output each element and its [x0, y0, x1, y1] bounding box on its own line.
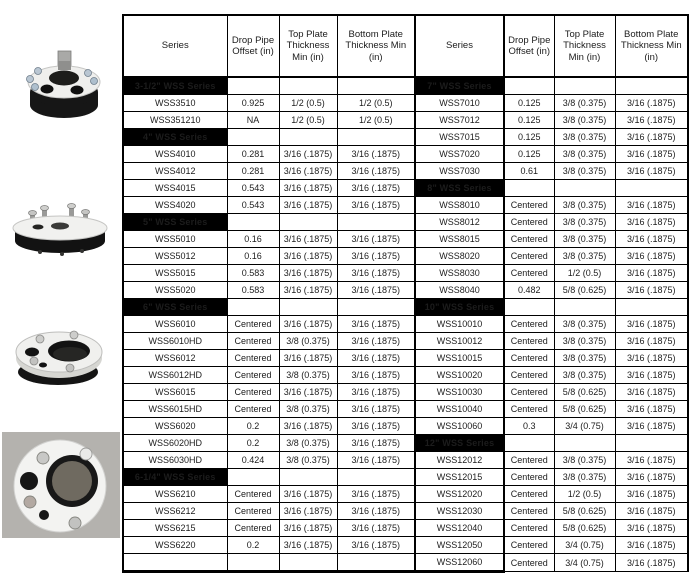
spec-cell-series: WSS10010: [415, 316, 504, 333]
table-row: [123, 180, 688, 197]
spec-cell-top: 3/8 (0.375): [554, 367, 615, 384]
spec-cell-offset: 0.2: [227, 537, 279, 554]
spec-cell-top: 3/8 (0.375): [554, 469, 615, 486]
spec-cell-offset: [227, 299, 279, 316]
spec-cell-offset: Centered: [504, 401, 554, 418]
spec-cell-bottom: 3/16 (.1875): [337, 520, 415, 537]
spec-cell-offset: Centered: [504, 333, 554, 350]
spec-cell-offset: 0.583: [227, 282, 279, 299]
table-row: [123, 350, 688, 367]
series-section-header: 3-1/2" WSS Series: [123, 77, 227, 95]
spec-cell-offset: [504, 77, 554, 95]
column-header-offset-right: Drop Pipe Offset (in): [504, 15, 554, 77]
series-section-header: 8" WSS Series: [415, 180, 504, 197]
spec-cell-series: WSS10060: [415, 418, 504, 435]
spec-cell-bottom: 3/16 (.1875): [337, 248, 415, 265]
spec-cell-offset: 0.925: [227, 95, 279, 112]
spec-cell-bottom: [615, 180, 688, 197]
spec-cell-offset: 0.2: [227, 435, 279, 452]
spec-cell-bottom: 1/2 (0.5): [337, 95, 415, 112]
spec-cell-series: WSS6012HD: [123, 367, 227, 384]
spec-cell-bottom: 3/16 (.1875): [615, 418, 688, 435]
table-row: [123, 435, 688, 452]
table-row: [123, 316, 688, 333]
spec-cell-offset: 0.16: [227, 231, 279, 248]
table-row: [123, 418, 688, 435]
spec-table: [122, 14, 689, 573]
column-header-series-left: Series: [123, 15, 227, 77]
spec-cell-offset: Centered: [504, 265, 554, 282]
spec-cell-series: WSS8015: [415, 231, 504, 248]
well-seal-large-opening-icon: [12, 314, 110, 390]
spec-cell-series: WSS4020: [123, 197, 227, 214]
spec-cell-top: [279, 214, 337, 231]
spec-cell-bottom: 3/16 (.1875): [615, 520, 688, 537]
spec-cell-top: 3/16 (.1875): [279, 282, 337, 299]
table-row: [123, 129, 688, 146]
spec-cell-offset: 0.125: [504, 146, 554, 163]
spec-cell-top: 5/8 (0.625): [554, 503, 615, 520]
spec-cell-bottom: [615, 435, 688, 452]
column-header-top-plate-right: Top Plate Thickness Min (in): [554, 15, 615, 77]
spec-cell-offset: [227, 77, 279, 95]
table-row: [123, 248, 688, 265]
spec-cell-offset: Centered: [504, 384, 554, 401]
spec-cell-top: [554, 77, 615, 95]
spec-cell-offset: NA: [227, 112, 279, 129]
spec-cell-bottom: 3/16 (.1875): [337, 265, 415, 282]
spec-cell-series: WSS6010HD: [123, 333, 227, 350]
spec-cell-offset: 0.543: [227, 197, 279, 214]
product-photo-2: [8, 200, 113, 258]
spec-cell-offset: Centered: [504, 248, 554, 265]
spec-cell-top: [279, 77, 337, 95]
table-row: [123, 112, 688, 129]
table-row: [123, 231, 688, 248]
spec-cell-offset: Centered: [227, 401, 279, 418]
spec-cell-bottom: 3/16 (.1875): [615, 469, 688, 486]
table-row: [123, 452, 688, 469]
spec-cell-top: 3/8 (0.375): [279, 333, 337, 350]
spec-cell-top: [279, 129, 337, 146]
spec-cell-offset: [227, 214, 279, 231]
spec-cell-top: 3/16 (.1875): [279, 520, 337, 537]
spec-cell-bottom: 3/16 (.1875): [337, 350, 415, 367]
spec-cell-bottom: 3/16 (.1875): [337, 316, 415, 333]
table-row: [123, 77, 688, 95]
spec-cell-bottom: [337, 214, 415, 231]
spec-cell-series: WSS3510: [123, 95, 227, 112]
well-seal-angled-with-lift-tab-icon: [18, 48, 110, 126]
spec-cell-series: WSS8012: [415, 214, 504, 231]
spec-cell-bottom: 3/16 (.1875): [615, 146, 688, 163]
spec-cell-bottom: 3/16 (.1875): [337, 333, 415, 350]
spec-cell-offset: Centered: [227, 316, 279, 333]
spec-table-head: [123, 15, 688, 77]
spec-cell-top: 3/8 (0.375): [279, 435, 337, 452]
spec-cell-bottom: 3/16 (.1875): [337, 180, 415, 197]
spec-cell-bottom: 3/16 (.1875): [615, 214, 688, 231]
spec-cell-series: WSS5012: [123, 248, 227, 265]
spec-cell-bottom: 3/16 (.1875): [337, 282, 415, 299]
spec-cell-top: 1/2 (0.5): [554, 265, 615, 282]
spec-cell-bottom: [337, 299, 415, 316]
spec-cell-top: 3/8 (0.375): [554, 333, 615, 350]
table-row: [123, 214, 688, 231]
table-row: [123, 486, 688, 503]
spec-cell-offset: 0.543: [227, 180, 279, 197]
spec-cell-bottom: 3/16 (.1875): [615, 95, 688, 112]
spec-cell-offset: 0.61: [504, 163, 554, 180]
spec-cell-series: WSS10030: [415, 384, 504, 401]
spec-cell-top: 3/4 (0.75): [554, 554, 615, 572]
spec-cell-series: WSS12015: [415, 469, 504, 486]
spec-cell-series: WSS4010: [123, 146, 227, 163]
spec-cell-top: 5/8 (0.625): [554, 401, 615, 418]
spec-cell-bottom: 3/16 (.1875): [337, 537, 415, 554]
spec-cell-series: WSS12012: [415, 452, 504, 469]
column-header-bottom-plate-right: Bottom Plate Thickness Min (in): [615, 15, 688, 77]
table-row: [123, 333, 688, 350]
spec-cell-offset: Centered: [504, 231, 554, 248]
spec-cell-series: WSS12030: [415, 503, 504, 520]
spec-cell-top: 5/8 (0.625): [554, 384, 615, 401]
spec-cell-offset: Centered: [227, 350, 279, 367]
series-section-header: 6" WSS Series: [123, 299, 227, 316]
spec-cell-series: WSS8030: [415, 265, 504, 282]
table-row: [123, 282, 688, 299]
spec-cell-series: WSS5015: [123, 265, 227, 282]
spec-cell-bottom: 3/16 (.1875): [337, 384, 415, 401]
spec-cell-series: WSS6010: [123, 316, 227, 333]
spec-cell-bottom: [337, 129, 415, 146]
spec-cell-series: WSS7010: [415, 95, 504, 112]
table-row: [123, 367, 688, 384]
spec-cell-bottom: 3/16 (.1875): [337, 231, 415, 248]
spec-cell-offset: Centered: [504, 486, 554, 503]
spec-cell-top: 3/8 (0.375): [554, 231, 615, 248]
spec-cell-bottom: 3/16 (.1875): [615, 282, 688, 299]
spec-cell-bottom: 3/16 (.1875): [615, 163, 688, 180]
spec-cell-offset: Centered: [504, 554, 554, 572]
spec-cell-offset: 0.2: [227, 418, 279, 435]
well-seal-side-view-icon: [8, 200, 113, 258]
table-row: [123, 163, 688, 180]
spec-cell-offset: 0.281: [227, 146, 279, 163]
spec-cell-bottom: 3/16 (.1875): [615, 248, 688, 265]
spec-cell-top: [279, 469, 337, 486]
series-section-header: 12" WSS Series: [415, 435, 504, 452]
spec-cell-series: WSS12040: [415, 520, 504, 537]
spec-cell-offset: Centered: [227, 520, 279, 537]
spec-cell-bottom: [337, 469, 415, 486]
spec-cell-top: 3/8 (0.375): [554, 129, 615, 146]
table-row: [123, 554, 688, 572]
spec-cell-top: 3/16 (.1875): [279, 163, 337, 180]
product-photo-1: [18, 48, 110, 126]
spec-cell-offset: Centered: [504, 537, 554, 554]
spec-cell-bottom: 3/16 (.1875): [615, 486, 688, 503]
spec-cell-top: 3/16 (.1875): [279, 265, 337, 282]
spec-cell-top: 3/8 (0.375): [554, 316, 615, 333]
spec-cell-offset: Centered: [504, 503, 554, 520]
spec-cell-bottom: 3/16 (.1875): [337, 163, 415, 180]
spec-cell-top: [279, 299, 337, 316]
spec-cell-offset: 0.3: [504, 418, 554, 435]
spec-cell-top: 3/16 (.1875): [279, 146, 337, 163]
spec-cell-offset: Centered: [504, 367, 554, 384]
spec-cell-bottom: 3/16 (.1875): [615, 316, 688, 333]
table-row: [123, 520, 688, 537]
spec-cell-top: 3/16 (.1875): [279, 503, 337, 520]
spec-cell-bottom: 3/16 (.1875): [337, 401, 415, 418]
spec-cell-top: 3/16 (.1875): [279, 248, 337, 265]
table-row: [123, 384, 688, 401]
product-photo-4: [2, 432, 120, 538]
spec-cell-top: 3/4 (0.75): [554, 537, 615, 554]
spec-cell-top: 3/16 (.1875): [279, 180, 337, 197]
spec-cell-top: 3/8 (0.375): [554, 163, 615, 180]
spec-cell-bottom: 3/16 (.1875): [615, 503, 688, 520]
spec-cell-series: WSS6020HD: [123, 435, 227, 452]
spec-cell-top: 3/4 (0.75): [554, 418, 615, 435]
spec-cell-series: WSS6220: [123, 537, 227, 554]
column-header-offset-left: Drop Pipe Offset (in): [227, 15, 279, 77]
spec-cell-top: 3/8 (0.375): [279, 452, 337, 469]
spec-cell-top: 3/8 (0.375): [554, 112, 615, 129]
spec-cell-bottom: 3/16 (.1875): [615, 554, 688, 572]
spec-cell-offset: Centered: [227, 503, 279, 520]
spec-cell-top: 3/8 (0.375): [554, 95, 615, 112]
spec-cell-bottom: [337, 77, 415, 95]
spec-cell-bottom: 3/16 (.1875): [337, 486, 415, 503]
spec-cell-top: 3/16 (.1875): [279, 486, 337, 503]
spec-cell-series: WSS7012: [415, 112, 504, 129]
spec-cell-series: WSS5020: [123, 282, 227, 299]
spec-cell-top: [554, 435, 615, 452]
column-header-top-plate-left: Top Plate Thickness Min (in): [279, 15, 337, 77]
spec-table-body: [123, 77, 688, 572]
spec-cell-series: WSS10015: [415, 350, 504, 367]
spec-cell-series: WSS6212: [123, 503, 227, 520]
spec-cell-series: WSS12020: [415, 486, 504, 503]
column-header-bottom-plate-left: Bottom Plate Thickness Min (in): [337, 15, 415, 77]
spec-cell-top: 3/8 (0.375): [279, 367, 337, 384]
series-section-header: 5" WSS Series: [123, 214, 227, 231]
spec-cell-bottom: 3/16 (.1875): [337, 146, 415, 163]
spec-cell-offset: [227, 469, 279, 486]
spec-cell-offset: [227, 129, 279, 146]
spec-cell-bottom: 3/16 (.1875): [615, 112, 688, 129]
spec-cell-top: 3/8 (0.375): [554, 452, 615, 469]
spec-cell-top: 1/2 (0.5): [554, 486, 615, 503]
spec-cell-bottom: 3/16 (.1875): [615, 384, 688, 401]
spec-cell-offset: 0.482: [504, 282, 554, 299]
table-row: [123, 299, 688, 316]
spec-cell-series: WSS351210: [123, 112, 227, 129]
series-section-header: 10" WSS Series: [415, 299, 504, 316]
spec-cell-series: WSS6015: [123, 384, 227, 401]
spec-cell-bottom: 3/16 (.1875): [615, 367, 688, 384]
spec-cell-offset: 0.125: [504, 129, 554, 146]
spec-cell-series: WSS4015: [123, 180, 227, 197]
spec-cell-offset: 0.583: [227, 265, 279, 282]
spec-cell-series: WSS6015HD: [123, 401, 227, 418]
spec-cell-series: WSS6210: [123, 486, 227, 503]
spec-cell-top: 3/8 (0.375): [554, 214, 615, 231]
spec-cell-offset: Centered: [227, 333, 279, 350]
header-row: [123, 15, 688, 77]
spec-cell-offset: Centered: [504, 452, 554, 469]
column-header-series-right: Series: [415, 15, 504, 77]
spec-cell-offset: Centered: [227, 367, 279, 384]
spec-cell-top: 1/2 (0.5): [279, 95, 337, 112]
spec-cell-offset: [504, 435, 554, 452]
spec-cell-offset: 0.125: [504, 95, 554, 112]
well-seal-top-view-icon: [2, 432, 120, 538]
spec-cell-bottom: 3/16 (.1875): [615, 350, 688, 367]
spec-cell-bottom: 3/16 (.1875): [615, 231, 688, 248]
spec-cell-series: WSS5010: [123, 231, 227, 248]
spec-cell-series: WSS10012: [415, 333, 504, 350]
spec-cell-top: 3/16 (.1875): [279, 384, 337, 401]
spec-cell-series: WSS6215: [123, 520, 227, 537]
spec-cell-top: 3/16 (.1875): [279, 316, 337, 333]
spec-cell-bottom: 3/16 (.1875): [615, 265, 688, 282]
spec-cell-offset: 0.424: [227, 452, 279, 469]
spec-cell-bottom: 3/16 (.1875): [337, 452, 415, 469]
spec-cell-offset: Centered: [227, 384, 279, 401]
spec-cell-series: WSS6030HD: [123, 452, 227, 469]
spec-cell-offset: Centered: [227, 486, 279, 503]
spec-cell-series: WSS7030: [415, 163, 504, 180]
table-row: [123, 197, 688, 214]
series-section-header: 6-1/4" WSS Series: [123, 469, 227, 486]
spec-cell-bottom: 3/16 (.1875): [615, 452, 688, 469]
spec-cell-series: [123, 554, 227, 572]
spec-cell-offset: Centered: [504, 197, 554, 214]
spec-cell-top: 3/8 (0.375): [554, 197, 615, 214]
table-row: [123, 146, 688, 163]
spec-cell-bottom: 3/16 (.1875): [615, 129, 688, 146]
spec-cell-series: WSS8020: [415, 248, 504, 265]
spec-cell-bottom: 3/16 (.1875): [615, 333, 688, 350]
table-row: [123, 503, 688, 520]
spec-cell-offset: Centered: [504, 214, 554, 231]
spec-cell-bottom: 3/16 (.1875): [337, 418, 415, 435]
spec-cell-bottom: [337, 554, 415, 572]
spec-cell-series: WSS12050: [415, 537, 504, 554]
spec-cell-series: WSS7015: [415, 129, 504, 146]
spec-cell-bottom: 3/16 (.1875): [337, 197, 415, 214]
spec-cell-top: 3/8 (0.375): [554, 248, 615, 265]
spec-cell-top: [279, 554, 337, 572]
spec-cell-top: 3/16 (.1875): [279, 231, 337, 248]
spec-cell-top: 3/16 (.1875): [279, 537, 337, 554]
spec-cell-top: 3/8 (0.375): [554, 350, 615, 367]
spec-cell-offset: 0.125: [504, 112, 554, 129]
spec-cell-top: 5/8 (0.625): [554, 520, 615, 537]
table-row: [123, 537, 688, 554]
spec-cell-series: WSS10020: [415, 367, 504, 384]
spec-cell-top: [554, 299, 615, 316]
spec-cell-bottom: 1/2 (0.5): [337, 112, 415, 129]
spec-cell-bottom: 3/16 (.1875): [615, 401, 688, 418]
table-row: [123, 469, 688, 486]
spec-cell-offset: Centered: [504, 520, 554, 537]
spec-cell-series: WSS7020: [415, 146, 504, 163]
spec-cell-bottom: 3/16 (.1875): [337, 435, 415, 452]
spec-cell-bottom: 3/16 (.1875): [615, 197, 688, 214]
product-photo-3: [12, 314, 110, 390]
spec-cell-series: WSS4012: [123, 163, 227, 180]
spec-cell-top: [554, 180, 615, 197]
spec-cell-series: WSS12060: [415, 554, 504, 572]
spec-cell-bottom: [615, 77, 688, 95]
spec-cell-bottom: 3/16 (.1875): [337, 503, 415, 520]
spec-cell-top: 3/16 (.1875): [279, 418, 337, 435]
spec-cell-offset: [227, 554, 279, 572]
spec-cell-offset: [504, 180, 554, 197]
table-row: [123, 401, 688, 418]
spec-cell-top: 3/8 (0.375): [554, 146, 615, 163]
spec-cell-offset: 0.281: [227, 163, 279, 180]
spec-cell-offset: Centered: [504, 350, 554, 367]
spec-cell-bottom: 3/16 (.1875): [337, 367, 415, 384]
spec-cell-bottom: 3/16 (.1875): [615, 537, 688, 554]
spec-cell-top: 3/8 (0.375): [279, 401, 337, 418]
series-section-header: 7" WSS Series: [415, 77, 504, 95]
spec-cell-top: 3/16 (.1875): [279, 350, 337, 367]
table-row: [123, 95, 688, 112]
spec-cell-offset: Centered: [504, 469, 554, 486]
series-section-header: 4" WSS Series: [123, 129, 227, 146]
spec-cell-offset: Centered: [504, 316, 554, 333]
spec-cell-bottom: [615, 299, 688, 316]
spec-cell-series: WSS6020: [123, 418, 227, 435]
spec-cell-series: WSS10040: [415, 401, 504, 418]
spec-cell-top: 3/16 (.1875): [279, 197, 337, 214]
spec-cell-series: WSS8040: [415, 282, 504, 299]
spec-cell-series: WSS8010: [415, 197, 504, 214]
spec-cell-series: WSS6012: [123, 350, 227, 367]
spec-cell-top: 5/8 (0.625): [554, 282, 615, 299]
spec-cell-offset: 0.16: [227, 248, 279, 265]
spec-cell-offset: [504, 299, 554, 316]
table-row: [123, 265, 688, 282]
spec-cell-top: 1/2 (0.5): [279, 112, 337, 129]
